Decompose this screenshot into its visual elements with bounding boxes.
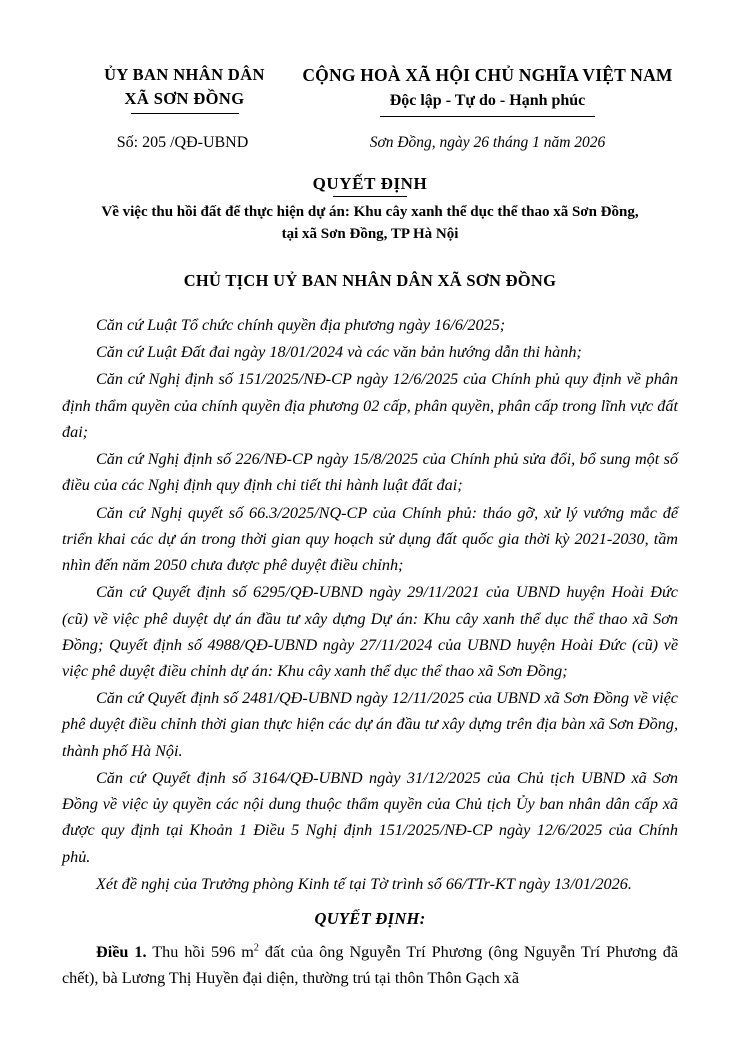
article-1 [62, 939, 678, 991]
preamble-clause: Xét đề nghị của Trưởng phòng Kinh tế tại Tờ trình số 66/TTr-KT ngày 13/01/2026. [96, 874, 632, 893]
org-underline-rule [131, 113, 239, 114]
national-heading [297, 63, 678, 117]
org-name-line1: ỦY BAN NHÂN DÂN [104, 65, 265, 84]
document-subtitle: Về việc thu hồi đất để thực hiện dự án: Khu cây xanh thể dục thể thao xã Sơn Đồng, tại xã Sơn Đồng, TP Hà Nội [101, 203, 639, 243]
issuing-authority: CHỦ TỊCH UỶ BAN NHÂN DÂN XÃ SƠN ĐỒNG [183, 270, 557, 290]
place-and-date: Sơn Đồng, ngày 26 tháng 1 năm 2026 [369, 133, 606, 151]
preamble-clause: Căn cứ Nghị quyết số 66.3/2025/NQ-CP của Chính phủ: tháo gỡ, xử lý vướng mắc để triển khai các dự án trong thời gian quy hoạch sử dụng đất quốc gia thời kỳ 2021-2030, tầm nhìn đến năm 2050 chưa được phê duyệt điều chỉnh; [62, 503, 678, 575]
document-body [62, 312, 678, 991]
number-and-date-row [62, 134, 678, 152]
document-number: Số: 205 /QĐ-UBND [116, 133, 249, 151]
area-unit-superscript: 2 [253, 942, 259, 954]
preamble-clause: Căn cứ Quyết định số 3164/QĐ-UBND ngày 31/12/2025 của Chủ tịch UBND xã Sơn Đồng về việc ủy quyền các nội dung thuộc thẩm quyền của Chủ tịch Ủy ban nhân dân cấp xã được quy định tại Khoản 1 Điều 5 Nghị định 151/2025/NĐ-CP ngày 12/6/2025 của Chính phủ. [62, 768, 678, 866]
preamble-clause: Căn cứ Nghị định số 226/NĐ-CP ngày 15/8/2025 của Chính phủ sửa đổi, bổ sung một số điều của các Nghị định quy định chi tiết thi hành luật đất đai; [62, 450, 678, 495]
national-motto: Độc lập - Tự do - Hạnh phúc [389, 92, 586, 110]
org-name-line2: XÃ SƠN ĐỒNG [124, 88, 245, 108]
national-underline-rule [380, 116, 595, 117]
preamble-clause: Căn cứ Quyết định số 2481/QĐ-UBND ngày 12/11/2025 của UBND xã Sơn Đồng về việc phê duyệt điều chỉnh thời gian thực hiện các dự án đầu tư xây dựng trên địa bàn xã Sơn Đồng, thành phố Hà Nội. [62, 689, 678, 760]
page-title: QUYẾT ĐỊNH [312, 173, 428, 193]
preamble-clause: Căn cứ Luật Tổ chức chính quyền địa phương ngày 16/6/2025; [96, 315, 506, 334]
article-1-label: Điều 1. [96, 942, 147, 961]
preamble-clause: Căn cứ Luật Đất đai ngày 18/01/2024 và các văn bản hướng dẫn thi hành; [96, 343, 582, 362]
document-header [62, 63, 678, 117]
preamble-clause: Căn cứ Quyết định số 6295/QĐ-UBND ngày 29/11/2021 của UBND huyện Hoài Đức (cũ) về việc phê duyệt dự án đầu tư xây dựng Dự án: Khu cây xanh thể dục thể thao xã Sơn Đồng; Quyết định số 4988/QĐ-UBND ngày 27/11/2024 của UBND huyện Hoài Đức (cũ) về việc phê duyệt điều chỉnh dự án: Khu cây xanh thể dục thể thao xã Sơn Đồng; [62, 583, 678, 681]
article-1-text-after-unit: đất của ông Nguyễn Trí Phương (ông Nguyễn Trí Phương đã chết), bà Lương Thị Huyền đại diện, thường trú tại thôn Thôn Gạch xã [62, 942, 679, 988]
issuing-organization [62, 63, 297, 114]
title-underline-rule [333, 196, 407, 197]
decision-heading: QUYẾT ĐỊNH: [314, 909, 426, 929]
preamble-clause: Căn cứ Nghị định số 151/2025/NĐ-CP ngày 12/6/2025 của Chính phủ quy định về phân định thẩm quyền của chính quyền địa phương 02 cấp, phân quyền, phân cấp trong lĩnh vực đất đai; [62, 370, 678, 441]
article-1-text-before-unit: Thu hồi 596 m [146, 942, 254, 961]
national-title: CỘNG HOÀ XÃ HỘI CHỦ NGHĨA VIỆT NAM [302, 65, 673, 85]
title-block [62, 174, 678, 246]
